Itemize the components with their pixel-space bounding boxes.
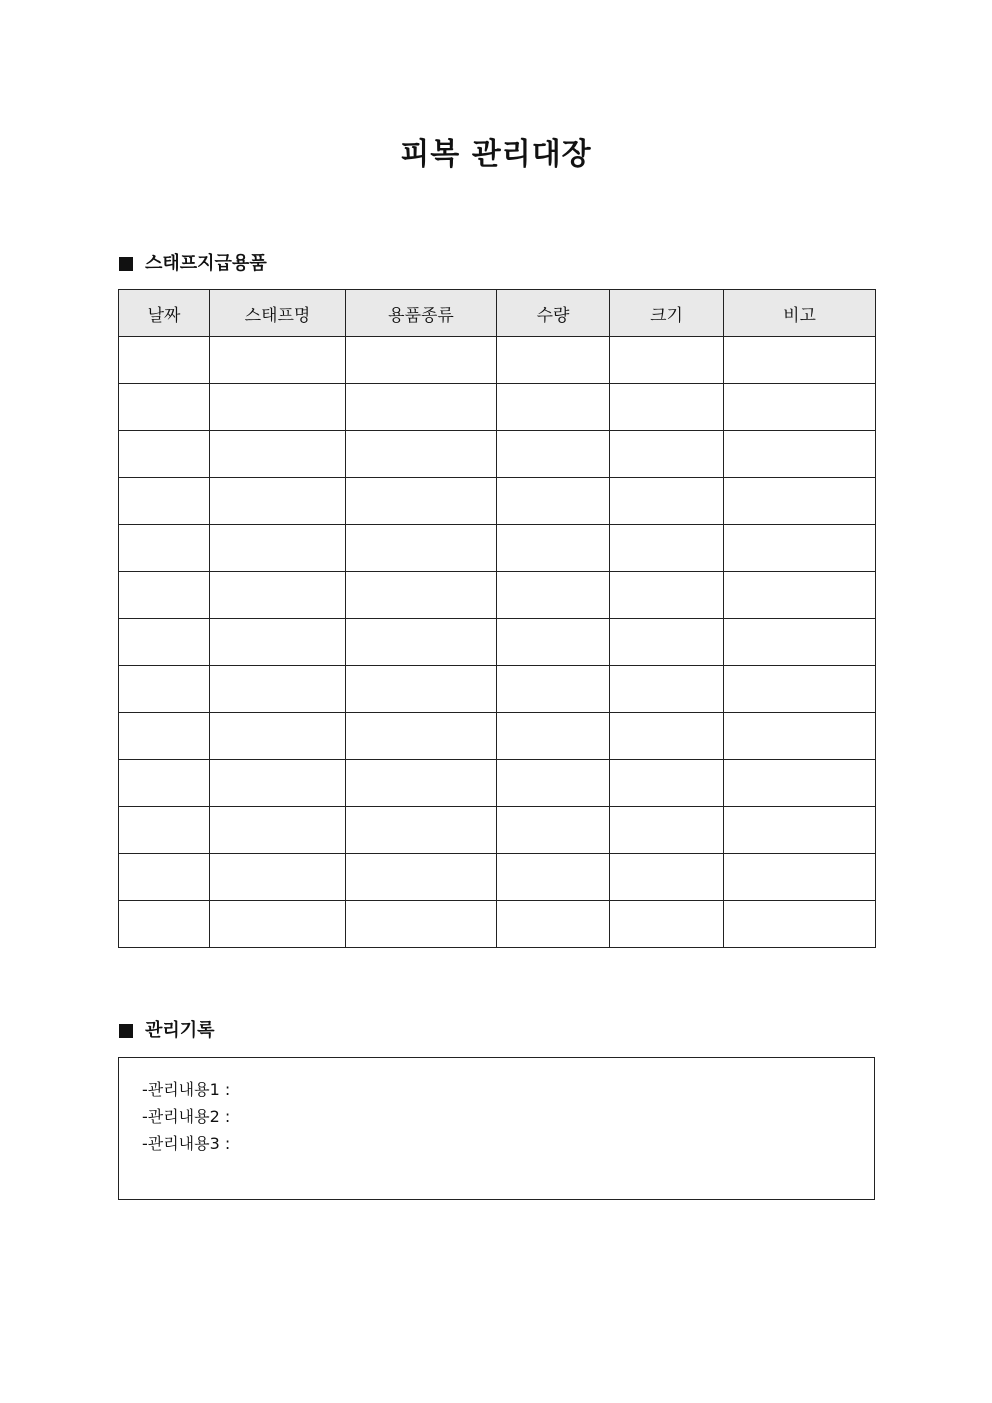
table-cell-remarks[interactable]	[724, 619, 876, 666]
table-cell-date[interactable]	[119, 666, 210, 713]
table-row	[119, 478, 876, 525]
table-cell-staff-name[interactable]	[210, 572, 346, 619]
table-cell-date[interactable]	[119, 901, 210, 948]
table-cell-size[interactable]	[610, 901, 724, 948]
table-row	[119, 384, 876, 431]
table-cell-quantity[interactable]	[497, 713, 610, 760]
record-line-1: -관리내용1 :	[142, 1080, 231, 1099]
table-cell-staff-name[interactable]	[210, 713, 346, 760]
table-cell-date[interactable]	[119, 337, 210, 384]
table-cell-item-type[interactable]	[346, 525, 497, 572]
column-header-date: 날짜	[119, 290, 210, 337]
table-cell-remarks[interactable]	[724, 760, 876, 807]
table-row	[119, 854, 876, 901]
table-cell-size[interactable]	[610, 337, 724, 384]
table-row	[119, 337, 876, 384]
table-cell-date[interactable]	[119, 572, 210, 619]
table-cell-date[interactable]	[119, 807, 210, 854]
section-heading-record	[119, 1018, 215, 1044]
table-cell-size[interactable]	[610, 384, 724, 431]
table-cell-item-type[interactable]	[346, 901, 497, 948]
record-line-3: -관리내용3 :	[142, 1134, 231, 1153]
table-cell-size[interactable]	[610, 525, 724, 572]
table-cell-quantity[interactable]	[497, 666, 610, 713]
table-cell-item-type[interactable]	[346, 760, 497, 807]
table-cell-staff-name[interactable]	[210, 478, 346, 525]
table-cell-remarks[interactable]	[724, 713, 876, 760]
column-header-quantity: 수량	[497, 290, 610, 337]
record-box[interactable]	[118, 1057, 875, 1200]
table-cell-remarks[interactable]	[724, 572, 876, 619]
table-row	[119, 666, 876, 713]
table-row	[119, 619, 876, 666]
column-header-remarks: 비고	[724, 290, 876, 337]
table-cell-staff-name[interactable]	[210, 619, 346, 666]
table-cell-quantity[interactable]	[497, 572, 610, 619]
table-cell-date[interactable]	[119, 431, 210, 478]
table-row	[119, 525, 876, 572]
table-cell-size[interactable]	[610, 431, 724, 478]
table-cell-size[interactable]	[610, 666, 724, 713]
column-header-item-type: 용품종류	[346, 290, 497, 337]
table-cell-date[interactable]	[119, 713, 210, 760]
table-cell-date[interactable]	[119, 384, 210, 431]
table-cell-quantity[interactable]	[497, 854, 610, 901]
section-heading-supply-label: 스태프지급용품	[145, 253, 267, 274]
table-cell-staff-name[interactable]	[210, 854, 346, 901]
table-cell-staff-name[interactable]	[210, 525, 346, 572]
table-cell-item-type[interactable]	[346, 854, 497, 901]
table-cell-item-type[interactable]	[346, 666, 497, 713]
table-row	[119, 431, 876, 478]
table-cell-size[interactable]	[610, 713, 724, 760]
record-line-2: -관리내용2 :	[142, 1107, 231, 1126]
table-cell-staff-name[interactable]	[210, 666, 346, 713]
table-cell-item-type[interactable]	[346, 384, 497, 431]
square-bullet-icon	[119, 1024, 133, 1038]
section-heading-supply	[119, 251, 267, 277]
table-cell-quantity[interactable]	[497, 478, 610, 525]
table-cell-size[interactable]	[610, 572, 724, 619]
table-cell-remarks[interactable]	[724, 431, 876, 478]
table-cell-quantity[interactable]	[497, 901, 610, 948]
table-cell-date[interactable]	[119, 854, 210, 901]
table-cell-remarks[interactable]	[724, 854, 876, 901]
table-cell-quantity[interactable]	[497, 431, 610, 478]
table-cell-staff-name[interactable]	[210, 384, 346, 431]
table-cell-remarks[interactable]	[724, 666, 876, 713]
table-cell-remarks[interactable]	[724, 901, 876, 948]
table-cell-size[interactable]	[610, 807, 724, 854]
column-header-staff-name: 스태프명	[210, 290, 346, 337]
record-lines	[142, 1076, 230, 1157]
table-cell-remarks[interactable]	[724, 807, 876, 854]
table-cell-staff-name[interactable]	[210, 807, 346, 854]
table-cell-item-type[interactable]	[346, 619, 497, 666]
supply-table-body	[119, 337, 876, 948]
table-cell-item-type[interactable]	[346, 713, 497, 760]
table-cell-staff-name[interactable]	[210, 337, 346, 384]
table-row	[119, 572, 876, 619]
table-row	[119, 807, 876, 854]
table-cell-date[interactable]	[119, 760, 210, 807]
section-heading-record-label: 관리기록	[145, 1020, 215, 1041]
table-cell-quantity[interactable]	[497, 619, 610, 666]
table-cell-item-type[interactable]	[346, 431, 497, 478]
table-cell-date[interactable]	[119, 525, 210, 572]
table-cell-size[interactable]	[610, 760, 724, 807]
table-cell-item-type[interactable]	[346, 478, 497, 525]
table-cell-quantity[interactable]	[497, 807, 610, 854]
table-cell-date[interactable]	[119, 478, 210, 525]
column-header-size: 크기	[610, 290, 724, 337]
table-cell-date[interactable]	[119, 619, 210, 666]
table-cell-item-type[interactable]	[346, 337, 497, 384]
table-cell-remarks[interactable]	[724, 478, 876, 525]
table-cell-staff-name[interactable]	[210, 431, 346, 478]
table-cell-size[interactable]	[610, 619, 724, 666]
table-cell-quantity[interactable]	[497, 760, 610, 807]
table-cell-quantity[interactable]	[497, 384, 610, 431]
square-bullet-icon	[119, 257, 133, 271]
table-cell-quantity[interactable]	[497, 337, 610, 384]
table-row	[119, 901, 876, 948]
table-cell-size[interactable]	[610, 854, 724, 901]
table-row	[119, 713, 876, 760]
table-cell-quantity[interactable]	[497, 525, 610, 572]
table-row	[119, 760, 876, 807]
table-cell-item-type[interactable]	[346, 572, 497, 619]
table-cell-remarks[interactable]	[724, 525, 876, 572]
table-cell-remarks[interactable]	[724, 337, 876, 384]
table-cell-remarks[interactable]	[724, 384, 876, 431]
table-cell-size[interactable]	[610, 478, 724, 525]
document-title: 피복 관리대장	[400, 137, 592, 172]
table-cell-staff-name[interactable]	[210, 901, 346, 948]
supply-table	[118, 289, 876, 948]
table-cell-staff-name[interactable]	[210, 760, 346, 807]
table-cell-item-type[interactable]	[346, 807, 497, 854]
table-header-row	[119, 290, 876, 337]
